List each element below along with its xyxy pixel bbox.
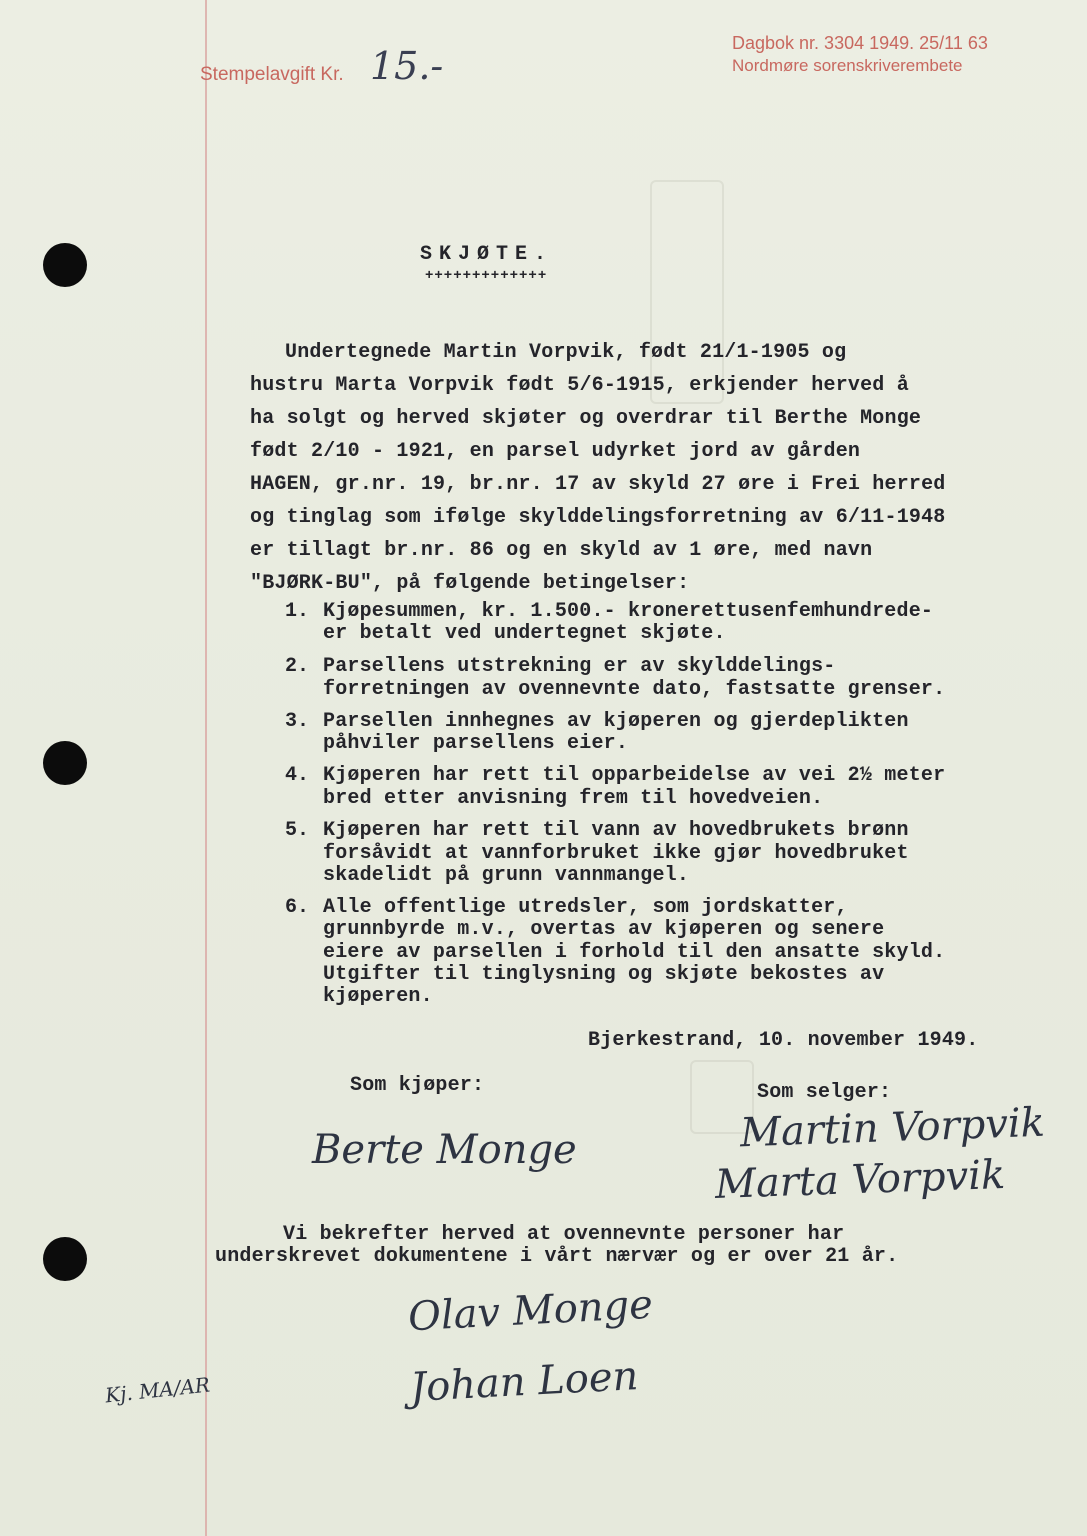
- body-line: HAGEN, gr.nr. 19, br.nr. 17 av skyld 27 øre i Frei herred: [250, 473, 946, 496]
- office-name: Nordmøre sorenskriverembete: [732, 56, 963, 75]
- condition-line: Parsellens utstrekning er av skylddelings-: [323, 655, 836, 678]
- place-date: Bjerkestrand, 10. november 1949.: [588, 1029, 979, 1052]
- condition-line: forsåvidt at vannforbruket ikke gjør hovedbruket: [323, 842, 909, 865]
- condition-line: eiere av parsellen i forhold til den ansatte skyld.: [323, 941, 946, 964]
- body-line: er tillagt br.nr. 86 og en skyld av 1 øre, med navn: [250, 539, 873, 562]
- condition-line: Utgifter til tinglysning og skjøte bekostes av: [323, 963, 885, 986]
- body-line: og tinglag som ifølge skylddelingsforretning av 6/11-1948: [250, 506, 946, 529]
- condition-line: Kjøperen har rett til vann av hovedbrukets brønn: [323, 819, 909, 842]
- condition-number: 2.: [285, 655, 310, 678]
- witness-line: underskrevet dokumentene i vårt nærvær og er over 21 år.: [215, 1245, 899, 1268]
- punch-hole-top: [43, 243, 87, 287]
- stempel-label: Stempelavgift Kr.: [200, 64, 344, 85]
- witness-signature-1: Olav Monge: [406, 1281, 654, 1341]
- condition-line: er betalt ved undertegnet skjøte.: [323, 622, 726, 645]
- body-line: født 2/10 - 1921, en parsel udyrket jord av gården: [250, 440, 861, 463]
- condition-line: påhviler parsellens eier.: [323, 732, 629, 755]
- condition-number: 6.: [285, 896, 310, 919]
- bleed-through-mark: [650, 180, 724, 404]
- seller-signature-2: Marta Vorpvik: [714, 1151, 1006, 1209]
- punch-hole-middle: [43, 741, 87, 785]
- condition-line: bred etter anvisning frem til hovedveien.: [323, 787, 824, 810]
- condition-line: Parsellen innhegnes av kjøperen og gjerdeplikten: [323, 710, 909, 733]
- condition-line: kjøperen.: [323, 985, 433, 1008]
- condition-line: skadelidt på grunn vannmangel.: [323, 864, 690, 887]
- body-line: "BJØRK-BU", på følgende betingelser:: [250, 572, 690, 595]
- condition-line: forretningen av ovennevnte dato, fastsatte grenser.: [323, 678, 946, 701]
- title-underline: +++++++++++++: [425, 268, 548, 284]
- margin-note: Kj. MA/AR: [104, 1372, 211, 1408]
- condition-line: Kjøpesummen, kr. 1.500.- kronerettusenfemhundrede-: [323, 600, 934, 623]
- body-line: ha solgt og herved skjøter og overdrar til Berthe Monge: [250, 407, 922, 430]
- condition-line: Alle offentlige utredsler, som jordskatter,: [323, 896, 848, 919]
- condition-line: Kjøperen har rett til opparbeidelse av vei 2½ meter: [323, 764, 946, 787]
- condition-number: 3.: [285, 710, 310, 733]
- seller-label: Som selger:: [757, 1081, 892, 1104]
- margin-rule: [205, 0, 207, 1536]
- seller-signature-1: Martin Vorpvik: [739, 1099, 1046, 1157]
- condition-line: grunnbyrde m.v., overtas av kjøperen og senere: [323, 918, 885, 941]
- stempel-amount: 15.-: [370, 44, 444, 88]
- dagbok-line: Dagbok nr. 3304 1949. 25/11 63: [732, 33, 988, 53]
- witness-signature-2: Johan Loen: [408, 1353, 640, 1411]
- condition-number: 4.: [285, 764, 310, 787]
- body-line: hustru Marta Vorpvik født 5/6-1915, erkjender herved å: [250, 374, 909, 397]
- witness-line: Vi bekrefter herved at ovennevnte personer har: [283, 1223, 845, 1246]
- punch-hole-bottom: [43, 1237, 87, 1281]
- buyer-signature: Berte Monge: [312, 1127, 577, 1173]
- document-title: SKJØTE.: [420, 243, 554, 266]
- condition-number: 5.: [285, 819, 310, 842]
- buyer-label: Som kjøper:: [350, 1074, 485, 1097]
- body-line: Undertegnede Martin Vorpvik, født 21/1-1905 og: [285, 341, 847, 364]
- condition-number: 1.: [285, 600, 310, 623]
